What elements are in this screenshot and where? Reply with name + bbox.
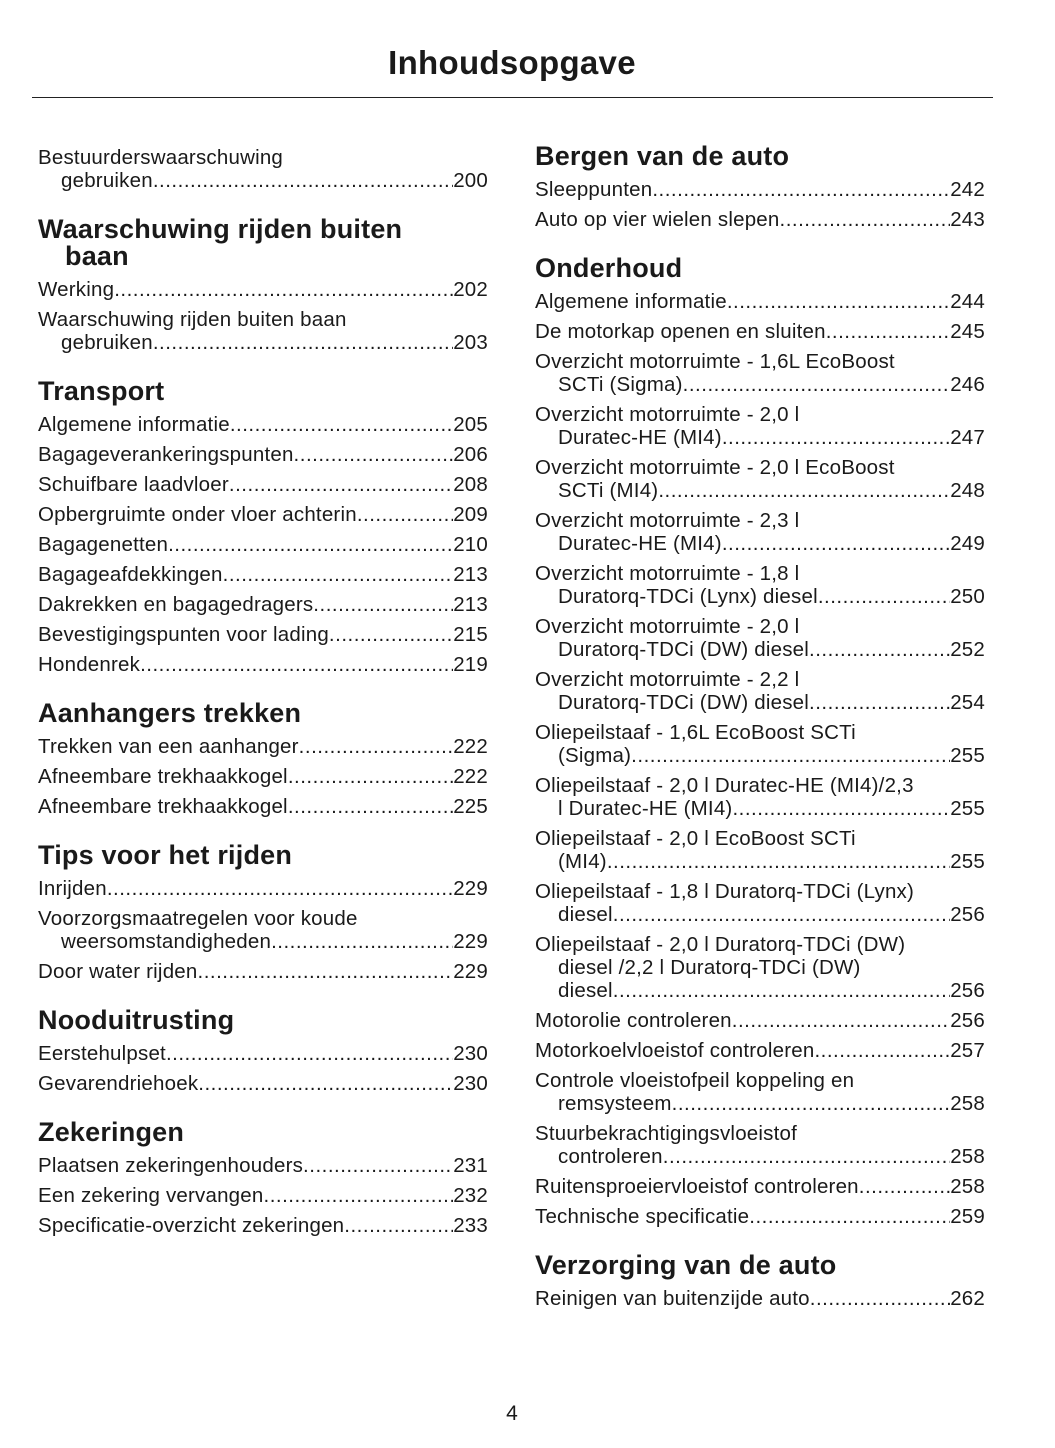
dot-leader <box>288 795 453 818</box>
toc-entry-line <box>535 638 985 661</box>
toc-entry-text: Trekken van een aanhanger <box>38 735 299 758</box>
toc-page-number[interactable]: 256 <box>950 903 985 926</box>
toc-page-number[interactable]: 215 <box>453 623 488 646</box>
toc-page-number[interactable]: 225 <box>453 795 488 818</box>
section-heading-text: Waarschuwing rijden buiten <box>38 214 403 244</box>
toc-entry-text: Reinigen van buitenzijde auto <box>535 1287 810 1310</box>
toc-page-number[interactable]: 243 <box>950 208 985 231</box>
toc-page-number[interactable]: 259 <box>950 1205 985 1228</box>
toc-entry-line <box>535 1175 985 1198</box>
dot-leader <box>114 278 453 301</box>
dot-leader <box>607 850 950 873</box>
toc-entry[interactable] <box>38 653 488 676</box>
toc-entry-text: Plaatsen zekeringenhouders <box>38 1154 304 1177</box>
toc-entry[interactable] <box>38 593 488 616</box>
toc-entry[interactable] <box>535 933 985 1002</box>
toc-entry-text: Bagageafdekkingen <box>38 563 223 586</box>
toc-page-number[interactable]: 258 <box>950 1175 985 1198</box>
toc-entry[interactable] <box>535 1009 985 1032</box>
toc-entry[interactable] <box>535 668 985 714</box>
toc-entry[interactable] <box>38 413 488 436</box>
toc-entry-text: controleren <box>558 1145 663 1168</box>
toc-entry[interactable] <box>38 473 488 496</box>
dot-leader <box>153 169 453 192</box>
toc-entry-line <box>38 1072 488 1095</box>
dot-leader <box>663 1145 950 1168</box>
dot-leader <box>313 593 453 616</box>
toc-page-number[interactable]: 256 <box>950 1009 985 1032</box>
toc-column-left <box>38 146 488 1244</box>
toc-entry-line <box>535 585 985 608</box>
toc-page-number[interactable]: 206 <box>453 443 488 466</box>
section-heading-text: Onderhoud <box>535 253 683 283</box>
section-heading <box>38 1007 488 1034</box>
toc-page-number[interactable]: 202 <box>453 278 488 301</box>
toc-entry-text: Opbergruimte onder vloer achterin <box>38 503 357 526</box>
toc-entry[interactable] <box>535 1205 985 1228</box>
toc-entry-text: Overzicht motorruimte - 2,0 l <box>535 615 800 638</box>
toc-page-number[interactable]: 208 <box>453 473 488 496</box>
toc-entry-line <box>535 178 985 201</box>
toc-entry[interactable] <box>535 827 985 873</box>
dot-leader <box>153 331 453 354</box>
toc-entry-line <box>535 373 985 396</box>
toc-page-number[interactable]: 248 <box>950 479 985 502</box>
toc-entry-line <box>38 735 488 758</box>
toc-entry-line <box>38 473 488 496</box>
toc-page-number[interactable]: 200 <box>453 169 488 192</box>
toc-entry-text: Oliepeilstaaf - 2,0 l Duratec-HE (MI4)/2,3 <box>535 774 914 797</box>
toc-page-number[interactable]: 210 <box>453 533 488 556</box>
toc-page-number[interactable]: 258 <box>950 1092 985 1115</box>
toc-page-number[interactable]: 203 <box>453 331 488 354</box>
toc-entry-line <box>535 1145 985 1168</box>
toc-page-number[interactable]: 229 <box>453 960 488 983</box>
toc-entry-line <box>535 797 985 820</box>
dot-leader <box>166 1042 453 1065</box>
toc-entry-text: Door water rijden <box>38 960 198 983</box>
toc-entry[interactable] <box>535 1122 985 1168</box>
dot-leader <box>230 413 453 436</box>
toc-entry-text: Duratorq-TDCi (Lynx) diesel <box>558 585 818 608</box>
toc-entry[interactable] <box>535 178 985 201</box>
toc-page-number[interactable]: 219 <box>453 653 488 676</box>
toc-entry[interactable] <box>535 208 985 231</box>
toc-entry-text: Waarschuwing rijden buiten baan <box>38 308 347 331</box>
dot-leader <box>344 1214 453 1237</box>
toc-entry-line <box>535 479 985 502</box>
dot-leader <box>107 877 453 900</box>
toc-entry[interactable] <box>535 562 985 608</box>
toc-entry-text: Motorkoelvloeistof controleren <box>535 1039 815 1062</box>
toc-entry-line <box>535 208 985 231</box>
toc-entry-text: Oliepeilstaaf - 2,0 l EcoBoost SCTi <box>535 827 856 850</box>
section-heading-text: Aanhangers trekken <box>38 698 302 728</box>
dot-leader <box>303 1154 453 1177</box>
dot-leader <box>809 691 950 714</box>
dot-leader <box>140 653 453 676</box>
dot-leader <box>818 585 950 608</box>
section-heading-text: Nooduitrusting <box>38 1005 235 1035</box>
toc-entry[interactable] <box>535 350 985 396</box>
toc-entry[interactable] <box>38 877 488 900</box>
dot-leader <box>329 623 453 646</box>
toc-entry-text: SCTi (Sigma) <box>558 373 683 396</box>
section-heading-text: Zekeringen <box>38 1117 185 1147</box>
section-heading-text: baan <box>65 241 129 271</box>
toc-entry-text: (MI4) <box>558 850 607 873</box>
toc-entry-line <box>38 278 488 301</box>
dot-leader <box>749 1205 950 1228</box>
toc-entry-text: Overzicht motorruimte - 2,0 l EcoBoost <box>535 456 895 479</box>
toc-entry-text: l Duratec-HE (MI4) <box>558 797 733 820</box>
toc-entry-text: Technische specificatie <box>535 1205 750 1228</box>
toc-entry-text: Motorolie controleren <box>535 1009 732 1032</box>
toc-page-number[interactable]: 245 <box>950 320 985 343</box>
toc-entry-line <box>38 795 488 818</box>
toc-entry-text: Sleeppunten <box>535 178 653 201</box>
toc-entry[interactable] <box>535 615 985 661</box>
dot-leader <box>652 178 950 201</box>
title-divider <box>32 97 993 98</box>
dot-leader <box>299 735 454 758</box>
toc-page-number[interactable]: 255 <box>950 744 985 767</box>
toc-entry-line <box>38 563 488 586</box>
toc-column-right <box>535 143 985 1317</box>
toc-entry-line <box>38 765 488 788</box>
toc-entry-line <box>38 169 488 192</box>
toc-entry-text: diesel <box>558 979 613 1002</box>
toc-entry-line <box>535 691 985 714</box>
toc-entry[interactable] <box>38 563 488 586</box>
toc-entry-line <box>535 903 985 926</box>
toc-entry-text: Bevestigingspunten voor lading <box>38 623 329 646</box>
toc-entry-text: Controle vloeistofpeil koppeling en <box>535 1069 855 1092</box>
toc-entry[interactable] <box>38 765 488 788</box>
dot-leader <box>809 638 950 661</box>
toc-entry-line <box>38 1184 488 1207</box>
toc-entry-text: Dakrekken en bagagedragers <box>38 593 314 616</box>
toc-entry-line <box>535 1009 985 1032</box>
toc-entry-text: Schuifbare laadvloer <box>38 473 229 496</box>
toc-entry-line <box>38 1042 488 1065</box>
page-title: Inhoudsopgave <box>388 44 636 81</box>
toc-page-number[interactable]: 205 <box>453 413 488 436</box>
dot-leader <box>264 1184 454 1207</box>
toc-entry-text: Specificatie-overzicht zekeringen <box>38 1214 345 1237</box>
toc-entry-text: Duratorq-TDCi (DW) diesel <box>558 638 810 661</box>
dot-leader <box>294 443 454 466</box>
section-heading-text: Verzorging van de auto <box>535 1250 837 1280</box>
toc-entry[interactable] <box>535 1039 985 1062</box>
toc-entry-text: Werking <box>38 278 115 301</box>
dot-leader <box>198 960 454 983</box>
toc-page-number[interactable]: 213 <box>453 593 488 616</box>
toc-entry-text: Afneembare trekhaakkogel <box>38 795 288 818</box>
toc-entry[interactable] <box>535 1069 985 1115</box>
toc-entry-text: Oliepeilstaaf - 1,6L EcoBoost SCTi <box>535 721 856 744</box>
dot-leader <box>613 903 950 926</box>
toc-entry-text: diesel /2,2 l Duratorq-TDCi (DW) <box>558 956 861 979</box>
toc-entry[interactable] <box>535 290 985 313</box>
toc-entry-text: Een zekering vervangen <box>38 1184 264 1207</box>
dot-leader <box>658 479 950 502</box>
section-heading <box>38 378 488 405</box>
section-heading-text: Tips voor het rijden <box>38 840 293 870</box>
toc-page-number[interactable]: 255 <box>950 850 985 873</box>
toc-entry-line <box>535 850 985 873</box>
toc-entry[interactable] <box>38 1042 488 1065</box>
dot-leader <box>780 208 951 231</box>
toc-entry-line <box>38 623 488 646</box>
toc-entry-text: Oliepeilstaaf - 1,8 l Duratorq-TDCi (Lynx) <box>535 880 915 903</box>
toc-page-number[interactable]: 247 <box>950 426 985 449</box>
toc-entry[interactable] <box>38 960 488 983</box>
toc-entry-line <box>535 1092 985 1115</box>
toc-entry-text: Oliepeilstaaf - 2,0 l Duratorq-TDCi (DW) <box>535 933 906 956</box>
section-heading <box>38 216 488 270</box>
toc-entry[interactable] <box>535 774 985 820</box>
toc-entry[interactable] <box>535 1287 985 1310</box>
dot-leader <box>357 503 453 526</box>
toc-entry-text: Bagageverankeringspunten <box>38 443 294 466</box>
section-heading <box>535 255 985 282</box>
toc-entry-line <box>535 979 985 1002</box>
dot-leader <box>168 533 453 556</box>
toc-entry[interactable] <box>535 403 985 449</box>
toc-entry[interactable] <box>38 795 488 818</box>
toc-entry-text: remsysteem <box>558 1092 672 1115</box>
toc-entry-text: Overzicht motorruimte - 2,2 l <box>535 668 800 691</box>
toc-entry-line <box>38 960 488 983</box>
toc-page-number[interactable]: 231 <box>453 1154 488 1177</box>
dot-leader <box>859 1175 950 1198</box>
dot-leader <box>288 765 453 788</box>
toc-entry-text: Bagagenetten <box>38 533 169 556</box>
toc-page-number[interactable]: 232 <box>453 1184 488 1207</box>
toc-entry[interactable] <box>38 1154 488 1177</box>
toc-entry[interactable] <box>535 509 985 555</box>
toc-entry-line <box>38 413 488 436</box>
toc-entry-text: Inrijden <box>38 877 107 900</box>
toc-page-number[interactable]: 233 <box>453 1214 488 1237</box>
toc-entry[interactable] <box>38 146 488 192</box>
toc-entry-line <box>535 1287 985 1310</box>
toc-entry-text: Overzicht motorruimte - 1,8 l <box>535 562 800 585</box>
toc-page-number[interactable]: 222 <box>453 735 488 758</box>
dot-leader <box>631 744 950 767</box>
toc-entry-line <box>535 426 985 449</box>
dot-leader <box>613 979 950 1002</box>
toc-page-number[interactable]: 252 <box>950 638 985 661</box>
dot-leader <box>732 1009 950 1032</box>
dot-leader <box>814 1039 950 1062</box>
toc-page-number[interactable]: 246 <box>950 373 985 396</box>
toc-entry[interactable] <box>38 308 488 354</box>
toc-entry[interactable] <box>38 503 488 526</box>
dot-leader <box>810 1287 950 1310</box>
toc-entry-text: Eerstehulpset <box>38 1042 166 1065</box>
toc-entry[interactable] <box>38 735 488 758</box>
toc-page-number[interactable]: 209 <box>453 503 488 526</box>
toc-entry-line <box>38 877 488 900</box>
toc-entry-text: SCTi (MI4) <box>558 479 659 502</box>
toc-entry-line <box>535 1205 985 1228</box>
toc-page-number[interactable]: 255 <box>950 797 985 820</box>
section-heading <box>38 1119 488 1146</box>
toc-entry-text: Duratec-HE (MI4) <box>558 532 722 555</box>
toc-page-number[interactable]: 262 <box>950 1287 985 1310</box>
dot-leader <box>722 532 950 555</box>
toc-entry-line <box>38 1214 488 1237</box>
toc-page-number[interactable]: 222 <box>453 765 488 788</box>
toc-entry[interactable] <box>38 1072 488 1095</box>
toc-entry-text: Afneembare trekhaakkogel <box>38 765 288 788</box>
toc-entry-text: Duratec-HE (MI4) <box>558 426 722 449</box>
section-heading <box>38 842 488 869</box>
dot-leader <box>722 426 950 449</box>
toc-page-number[interactable]: 229 <box>453 930 488 953</box>
toc-page-number[interactable]: 249 <box>950 532 985 555</box>
toc-entry-text: (Sigma) <box>558 744 632 767</box>
dot-leader <box>223 563 454 586</box>
toc-entry-text: gebruiken <box>61 331 153 354</box>
toc-entry[interactable] <box>38 443 488 466</box>
section-heading <box>535 1252 985 1279</box>
toc-entry-text: Overzicht motorruimte - 1,6L EcoBoost <box>535 350 895 373</box>
toc-entry[interactable] <box>535 1175 985 1198</box>
toc-entry[interactable] <box>38 1214 488 1237</box>
toc-entry-text: Hondenrek <box>38 653 141 676</box>
section-heading-text: Transport <box>38 376 165 406</box>
toc-entry-text: Auto op vier wielen slepen <box>535 208 780 231</box>
toc-entry[interactable] <box>38 1184 488 1207</box>
dot-leader <box>672 1092 951 1115</box>
toc-entry-text: weersomstandigheden <box>61 930 272 953</box>
toc-entry[interactable] <box>535 320 985 343</box>
toc-entry-text: gebruiken <box>61 169 153 192</box>
toc-page-number[interactable]: 258 <box>950 1145 985 1168</box>
toc-entry[interactable] <box>535 721 985 767</box>
section-heading <box>535 143 985 170</box>
toc-entry-text: Ruitensproeiervloeistof controleren <box>535 1175 859 1198</box>
toc-entry-text: Overzicht motorruimte - 2,0 l <box>535 403 800 426</box>
toc-entry-text: Algemene informatie <box>535 290 727 313</box>
toc-entry-line <box>535 532 985 555</box>
toc-entry-line <box>535 290 985 313</box>
section-heading-text: Bergen van de auto <box>535 141 790 171</box>
toc-page-number[interactable]: 230 <box>453 1042 488 1065</box>
toc-entry-text: Gevarendriehoek <box>38 1072 199 1095</box>
toc-entry-line <box>38 653 488 676</box>
toc-entry[interactable] <box>535 880 985 926</box>
toc-page-number[interactable]: 230 <box>453 1072 488 1095</box>
toc-page-number[interactable]: 229 <box>453 877 488 900</box>
toc-page-number[interactable]: 256 <box>950 979 985 1002</box>
toc-entry-line <box>38 331 488 354</box>
toc-page-number[interactable]: 213 <box>453 563 488 586</box>
toc-entry-text: Duratorq-TDCi (DW) diesel <box>558 691 810 714</box>
toc-entry-line <box>535 320 985 343</box>
toc-page-number[interactable]: 257 <box>950 1039 985 1062</box>
toc-page-number[interactable]: 250 <box>950 585 985 608</box>
toc-entry-line <box>535 1039 985 1062</box>
toc-entry[interactable] <box>38 907 488 953</box>
toc-entry-text: diesel <box>558 903 613 926</box>
dot-leader <box>683 373 951 396</box>
toc-page-number[interactable]: 242 <box>950 178 985 201</box>
toc-entry[interactable] <box>38 278 488 301</box>
toc-entry-line <box>38 930 488 953</box>
dot-leader <box>271 930 453 953</box>
dot-leader <box>229 473 453 496</box>
dot-leader <box>198 1072 453 1095</box>
toc-entry-line <box>38 503 488 526</box>
section-heading <box>38 700 488 727</box>
toc-entry[interactable] <box>38 623 488 646</box>
dot-leader <box>732 797 950 820</box>
toc-entry-line <box>38 593 488 616</box>
toc-entry-text: Stuurbekrachtigingsvloeistof <box>535 1122 797 1145</box>
toc-entry-text: Algemene informatie <box>38 413 230 436</box>
dot-leader <box>826 320 950 343</box>
dot-leader <box>727 290 950 313</box>
toc-entry-line <box>535 744 985 767</box>
toc-page-number[interactable]: 254 <box>950 691 985 714</box>
toc-entry-text: Overzicht motorruimte - 2,3 l <box>535 509 800 532</box>
toc-entry[interactable] <box>535 456 985 502</box>
toc-entry-line <box>38 443 488 466</box>
toc-page-number[interactable]: 244 <box>950 290 985 313</box>
toc-entry-line <box>38 1154 488 1177</box>
toc-entry-text: Bestuurderswaarschuwing <box>38 146 284 169</box>
toc-entry-line <box>38 533 488 556</box>
toc-entry-text: Voorzorgsmaatregelen voor koude <box>38 907 358 930</box>
toc-entry[interactable] <box>38 533 488 556</box>
toc-entry-text: De motorkap openen en sluiten <box>535 320 826 343</box>
page-number: 4 <box>506 1402 518 1425</box>
